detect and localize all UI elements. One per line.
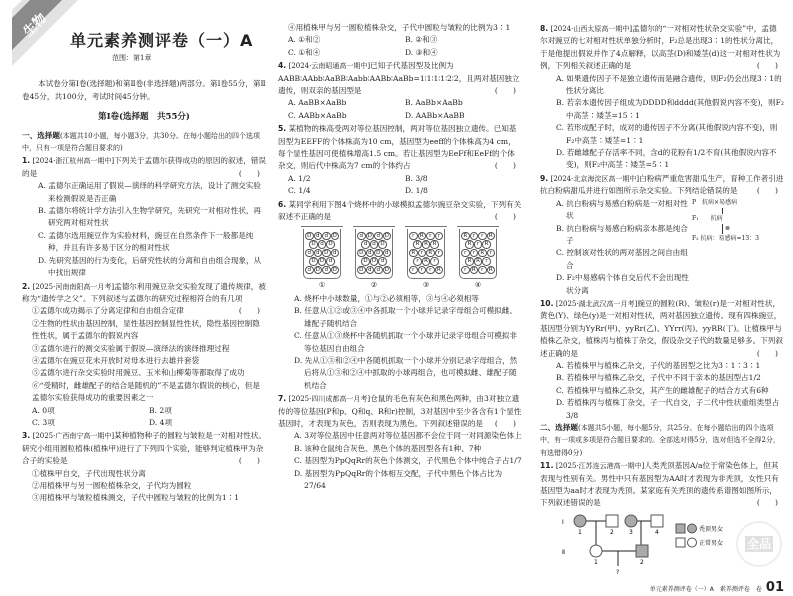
option: D. ③和④ xyxy=(405,47,438,57)
ball: r xyxy=(413,257,422,266)
ball: D xyxy=(370,257,379,266)
ball-row xyxy=(461,249,495,258)
ball: R xyxy=(487,232,496,241)
ball-row xyxy=(413,257,439,266)
ball: R xyxy=(478,249,487,258)
cross-f1: F₁ 抗病 xyxy=(692,214,723,222)
answer-bracket: ( ) xyxy=(494,86,516,96)
ball-row xyxy=(305,249,339,258)
question-stem: 已知子代基因型及比例为AABB∶AAbb∶AaBB∶Aabb∶AABb∶AaBb=1∶1∶1∶1∶2∶2，且两对基因独立遗传，则双亲的基因型是 xyxy=(278,61,520,96)
question-stem: 仓鼠的毛色有灰色和黑色两种，由3对独立遗传的等位基因(P和p、Q和q、R和r)控制，3对基因中至少各含有1个显性基因时，才表现为灰色，否则表现为黑色。下列叙述错误的是 xyxy=(278,394,522,428)
ball: d xyxy=(374,266,383,275)
option: B. AaBb×AaBb xyxy=(405,98,463,108)
ball: d xyxy=(305,249,314,258)
ball-row xyxy=(361,257,387,266)
ball: R xyxy=(418,232,427,241)
answer-bracket: ( ) xyxy=(494,212,516,222)
statement: ③用植株甲与皱粒植株测交，子代中圆粒与皱粒的比例为1∶1 xyxy=(32,493,240,503)
option: D. 先从①③和②④中各随机抓取一个小球并分别记录字母组合，然后将从①③和②④中抓取的小球再组合，也可模拟雌、雄配子随机结合 xyxy=(294,355,518,390)
option: A. 孟德尔正确运用了假说—演绎的科学研究方法，设计了测交实验来检测假说是否正确 xyxy=(38,181,261,203)
statement: ⑥“受精时，雌雄配子的结合是随机的”不是孟德尔假说的核心，但是孟德尔实验获得成功的重要因素之一 xyxy=(32,380,260,403)
ball: D xyxy=(309,240,318,249)
statement: ①孟德尔成功揭示了分离定律和自由组合定律 xyxy=(32,306,184,316)
beaker xyxy=(355,229,393,291)
beaker-label: ① xyxy=(318,280,326,289)
ball: d xyxy=(331,249,340,258)
statement: ②生物的性状由基因控制，显性基因控制显性性状，隐性基因控制隐性性状，属于孟德尔的假说内容 xyxy=(32,318,260,341)
beaker-label: ④ xyxy=(474,280,482,289)
ball: D xyxy=(378,240,387,249)
part-2-heading xyxy=(540,422,784,459)
ball: R xyxy=(422,257,431,266)
normal-female-II1 xyxy=(590,545,602,557)
legend-normal-female-icon xyxy=(688,538,697,547)
ball: r xyxy=(426,266,435,275)
beaker-body xyxy=(407,229,445,279)
unknown-child: ? xyxy=(616,568,620,576)
question-6 xyxy=(278,199,522,392)
ball: D xyxy=(322,249,331,258)
ball: D xyxy=(374,249,383,258)
question-stem: 某植物的株高受两对等位基因控制，两对等位基因独立遗传。已知基因型为EEFF的个体株高为10 cm，基因型为eeff的个体株高为4 cm，每个显性基因可使植株增高1.5 cm。若让基因型为EeFf和EeFf的个体杂交，则后代中株高为7 cm的个体约占 xyxy=(278,124,517,171)
question-8 xyxy=(540,23,784,172)
page-title: 单元素养测评卷（一）A xyxy=(70,31,254,50)
question-source: [2025·湖北武汉高一月考] xyxy=(555,299,638,308)
question-1 xyxy=(22,155,266,279)
ball-row xyxy=(309,240,335,249)
selfing-icon: ⊗ xyxy=(725,224,731,232)
answer-bracket: ( ) xyxy=(756,498,778,508)
ball: R xyxy=(482,240,491,249)
ball: r xyxy=(482,257,491,266)
ball: r xyxy=(409,232,418,241)
ball: D xyxy=(366,232,375,241)
question-stem: 孟德尔利用豌豆杂交实验发现了遗传规律，被称为“遗传学之父”。下列叙述与孟德尔的研究过程相符合的有几项 xyxy=(22,281,266,303)
question-10 xyxy=(540,298,784,422)
part-label: 二、选择题 xyxy=(540,423,578,432)
ball: R xyxy=(413,240,422,249)
individual-number: 2 xyxy=(640,558,644,566)
ball: r xyxy=(418,266,427,275)
ball: R xyxy=(426,249,435,258)
option: A. ①和② xyxy=(288,35,321,45)
ball-row xyxy=(357,232,391,241)
option: A. 如果遗传因子不是独立遗传而是融合遗传，则F₂仍会出现3∶1的性状分离比 xyxy=(556,73,782,96)
question-stem: 白粉病严重危害甜瓜生产，育种工作者引进抗白粉病甜瓜并进行如图所示杂交实验。下列结论错误的是 xyxy=(540,173,784,196)
legend-normal-male-icon xyxy=(676,538,685,547)
option: B. 任意从①②或③④中各抓取一个小球并记录字母组合可模拟雌、雄配子随机结合 xyxy=(294,306,518,328)
range-text: 范围：第1章 xyxy=(112,54,152,62)
beaker xyxy=(459,229,497,291)
answer-bracket: ( ) xyxy=(238,168,260,178)
cross-f2: F₂ 抗病：易感病=13：3 xyxy=(692,234,759,242)
question-source: [2024·山西太原高一期中] xyxy=(550,25,633,33)
ball: R xyxy=(474,257,483,266)
ball-row xyxy=(305,266,339,275)
question-stem: 某同学利用下图4个烧杯中的小球模拟孟德尔豌豆杂交实验，下列有关叙述不正确的是 xyxy=(278,199,522,222)
ball: d xyxy=(318,240,327,249)
question-number: 4. xyxy=(278,61,287,71)
question-source: [2024·云南昭通高一期中] xyxy=(288,62,371,71)
ball: D xyxy=(309,257,318,266)
ball: R xyxy=(487,266,496,275)
ball: r xyxy=(435,232,444,241)
question-2 xyxy=(22,281,266,430)
option: A. 烧杯中小球数量，①与②必须相等，③与④必须相等 xyxy=(294,293,479,303)
ball: R xyxy=(422,240,431,249)
option: C. 任意从①③烧杯中各随机抓取一个小球并记录字母组合可模拟非等位基因自由组合 xyxy=(294,331,517,353)
option: C. ①和④ xyxy=(288,47,321,57)
option: C. 基因型为PpQqRr的灰色个体测交，子代黑色个体中纯合子占1/7 xyxy=(294,456,522,466)
column-2 xyxy=(278,22,522,492)
normal-male-I2 xyxy=(606,515,618,527)
option: C. 1/4 xyxy=(288,186,311,196)
statement: ③孟德尔进行的测交实验属于假说—演绎法的演绎推理过程 xyxy=(32,343,230,353)
question-stem: 某种植物种子的圆粒与皱粒是一对相对性状。研究小组用圆粒植株(植株甲)进行了下列四个实验，能够判定植株甲为杂合子的实验是 xyxy=(22,431,266,466)
ball: r xyxy=(409,266,418,275)
ball-row xyxy=(409,249,443,258)
option: D. 若植株丙与植株丁杂交，子一代自交，子二代中性状重组类型占3/8 xyxy=(556,398,780,420)
option: C. 若形成配子时，成对的遗传因子不分离(其他假说内容不变)，则F₂中高茎∶矮茎=1∶1 xyxy=(556,123,778,145)
ball: r xyxy=(418,249,427,258)
part-label: 一、选择题 xyxy=(22,130,60,140)
statement: ④孟德尔在豌豆花未开放时对母本进行去雄并套袋 xyxy=(32,355,200,365)
question-11 xyxy=(540,460,784,578)
question-source: [2024·北京海淀区高一期中] xyxy=(550,174,640,183)
ball-row xyxy=(465,240,491,249)
column-3 xyxy=(540,22,784,596)
question-source: [2025·江苏连云港高一期中] xyxy=(555,462,645,471)
option: C. 若植株甲与植株乙杂交，其产生的雌雄配子的结合方式有6种 xyxy=(556,385,769,395)
ball-row xyxy=(309,257,335,266)
option: B. 抗白粉病与易感白粉病亲本都是纯合子 xyxy=(556,223,688,245)
question-3 xyxy=(22,430,266,504)
beaker-figure xyxy=(278,229,522,291)
affected-male-II2 xyxy=(636,545,648,557)
question-9 xyxy=(540,173,784,297)
watermark-stamp xyxy=(736,521,782,567)
question-stem: 下列关于孟德尔获得成功的原因的叙述，错误的是 xyxy=(22,156,266,178)
individual-number: 1 xyxy=(594,558,598,566)
ball: r xyxy=(461,266,470,275)
ball: D xyxy=(331,232,340,241)
ball: r xyxy=(430,257,439,266)
question-number: 5. xyxy=(278,124,287,134)
beaker-label: ③ xyxy=(422,280,430,289)
ball: D xyxy=(314,266,323,275)
ball-row xyxy=(461,232,495,241)
ball-row xyxy=(409,266,443,275)
section-heading: 第Ⅰ卷(选择题 共55分) xyxy=(98,112,190,123)
cross-diagram xyxy=(692,198,784,297)
ball-row xyxy=(305,232,339,241)
ball: R xyxy=(409,249,418,258)
option: A. 抗白粉病与易感白粉病是一对相对性状 xyxy=(556,198,688,221)
option: B. 2项 xyxy=(149,405,172,415)
individual-number: 1 xyxy=(578,528,582,536)
option: B. ②和③ xyxy=(405,35,438,45)
ball: R xyxy=(435,266,444,275)
ball: d xyxy=(322,266,331,275)
ball: D xyxy=(331,266,340,275)
ball-row xyxy=(361,240,387,249)
option: D. 1/8 xyxy=(405,186,428,196)
option: A. 0项 xyxy=(32,405,55,415)
option: A. AaBB×AaBb xyxy=(288,98,347,108)
ball: D xyxy=(318,257,327,266)
ball: d xyxy=(361,240,370,249)
page-footer xyxy=(540,579,784,596)
question-number: 10. xyxy=(540,298,554,308)
question-number: 3. xyxy=(22,431,31,441)
ball: r xyxy=(435,249,444,258)
affected-female-I1 xyxy=(574,515,586,527)
question-number: 8. xyxy=(540,24,549,33)
statement: ①植株甲自交，子代出现性状分离 xyxy=(32,468,146,478)
question-4 xyxy=(278,60,522,122)
footer-text: 单元素养测评卷（一）A 素养测评卷 卷 xyxy=(649,585,762,593)
answer-bracket: ( ) xyxy=(494,161,516,171)
generation-label: Ⅰ xyxy=(562,518,564,526)
ball: d xyxy=(314,249,323,258)
ball-row xyxy=(465,257,491,266)
ball: R xyxy=(465,240,474,249)
subject-label: 生物 xyxy=(20,10,50,40)
ball: d xyxy=(383,249,392,258)
question-stem: 人类秃顶基因A/a位于常染色体上，但其表现与性别有关。男性中只有基因型为AA时才表现为非秃顶，女性只有基因型为aa时才表现为秃顶。某家庭有关秃顶的遗传系谱图如图所示，下列叙述错误的是 xyxy=(540,461,779,508)
ball: r xyxy=(487,249,496,258)
question-source: [2025·四川成都高一月考] xyxy=(288,395,371,404)
option: B. 若植株甲与植株乙杂交，子代中不同于亲本的基因型占1/2 xyxy=(556,373,761,383)
part-desc: (本题共5小题，每小题5分，共25分。在每小题给出的四个选项中，有一项或多项是符合题目要求的。全部选对得5分，选对但选不全得2分，有选错得0分) xyxy=(540,424,780,457)
question-number: 9. xyxy=(540,173,549,183)
ball: R xyxy=(430,240,439,249)
question-number: 11. xyxy=(540,461,554,471)
ball: D xyxy=(361,257,370,266)
column-1 xyxy=(22,30,266,505)
beaker-body xyxy=(459,229,497,279)
ball: R xyxy=(461,232,470,241)
legend-affected: 秃顶男女 xyxy=(699,525,724,533)
legend-affected-male-icon xyxy=(676,524,685,533)
question-number: 2. xyxy=(22,281,31,291)
ball-row xyxy=(357,266,391,275)
option: B. 3/8 xyxy=(405,173,428,183)
question-source: [2024·浙江杭州高一期中] xyxy=(32,157,115,166)
option: D. AABb×AaBB xyxy=(405,110,465,120)
beaker-body xyxy=(303,229,341,279)
question-number: 7. xyxy=(278,394,287,404)
question-stem: 孟德尔的“一对相对性状杂交实验”中，孟德尔对豌豆的七对相对性状单独分析时，F₂总是出现3∶1的性状分离比，于是他提出假说并作了4点解释，以高茎(D)和矮茎(d)这一对相对性状为例，下列相关叙述正确的是 xyxy=(540,24,781,71)
question-source: [2025·广西南宁高一期中] xyxy=(32,432,115,441)
option: D. 基因型为PpQqRr的个体相互交配，子代中黑色个体占比为27/64 xyxy=(294,468,503,490)
ball: r xyxy=(478,266,487,275)
normal-male-I4 xyxy=(651,515,663,527)
answer-bracket: ( ) xyxy=(238,456,260,466)
ball: r xyxy=(470,249,479,258)
ball: d xyxy=(314,232,323,241)
answer-bracket: ( ) xyxy=(756,61,778,71)
option: A. 1/2 xyxy=(288,173,311,183)
intro-text: 本试卷分第Ⅰ卷(选择题)和第Ⅱ卷(非选择题)两部分。第Ⅰ卷55分，第Ⅱ卷45分，共100分，考试时间45分钟。 xyxy=(22,79,266,101)
affected-female-I3 xyxy=(625,515,637,527)
pedigree-chart xyxy=(540,510,740,578)
ball: D xyxy=(357,266,366,275)
ball: d xyxy=(357,232,366,241)
ball: d xyxy=(374,232,383,241)
option: B. 孟德尔将统计学方法引入生物学研究，先研究一对相对性状，再研究两对相对性状 xyxy=(38,206,262,228)
cross-parents: P 抗病×易感病 xyxy=(692,198,738,206)
beaker xyxy=(303,229,341,291)
statement: ④用植株甲与另一圆粒植株杂交，子代中圆粒与皱粒的比例为3∶1 xyxy=(288,23,511,32)
answer-bracket: ( ) xyxy=(756,348,778,358)
generation-label: Ⅱ xyxy=(562,548,565,556)
ball: r xyxy=(461,249,470,258)
individual-number: 2 xyxy=(610,528,614,536)
ball: d xyxy=(322,232,331,241)
ball: d xyxy=(326,257,335,266)
ball: r xyxy=(426,232,435,241)
option: C. 孟德尔选用豌豆作为实验材料，豌豆在自然条件下一般都是纯种，并且有许多易于区分的相对性状 xyxy=(38,230,254,253)
ball: R xyxy=(465,257,474,266)
beaker-body xyxy=(355,229,393,279)
legend-normal: 正常男女 xyxy=(699,539,724,547)
option: D. F₂中易感病个体自交后代不会出现性状分离 xyxy=(556,273,689,295)
beaker xyxy=(407,229,445,291)
option: B. 若亲本遗传因子组成为DDDD和dddd(其他假说内容不变)，则F₂中高茎∶矮茎=15∶1 xyxy=(556,98,784,120)
part-1-heading xyxy=(22,130,266,155)
part-desc: (本题共10小题，每小题3分，共30分。在每小题给出的四个选项中，只有一项是符合题目要求的) xyxy=(22,131,260,153)
ball: r xyxy=(474,240,483,249)
ball: D xyxy=(383,232,392,241)
question-number: 1. xyxy=(22,156,31,166)
question-number: 6. xyxy=(278,199,287,209)
option: C. AABb×AaBb xyxy=(288,110,347,120)
ball: d xyxy=(378,257,387,266)
question-7 xyxy=(278,393,522,492)
statement: ⑤孟德尔进行杂交实验时用豌豆、玉米和山柳菊等都取得了成功 xyxy=(32,368,245,378)
ball: R xyxy=(470,266,479,275)
option: A. 3对等位基因中任意两对等位基因都不会位于同一对同源染色体上 xyxy=(294,431,522,441)
answer-bracket: ( ) xyxy=(238,306,260,316)
ball: d xyxy=(305,266,314,275)
ball-row xyxy=(413,240,439,249)
page-number: 01 xyxy=(765,579,784,595)
option: C. 3项 xyxy=(32,417,55,427)
ball: D xyxy=(383,266,392,275)
individual-number: 4 xyxy=(655,528,659,536)
question-5 xyxy=(278,123,522,197)
ball: r xyxy=(478,232,487,241)
beaker-label: ② xyxy=(370,280,378,289)
ball: D xyxy=(326,240,335,249)
ball: D xyxy=(305,232,314,241)
option: D. 若雌雄配子存活率不同，含d的花粉有1/2不育(其他假说内容不变)，则F₂中高茎∶矮茎=5∶1 xyxy=(556,148,777,170)
answer-bracket: ( ) xyxy=(494,418,516,428)
option: D. 先研究基因的行为变化，后研究性状的分离和自由组合现象，从中找出规律 xyxy=(38,255,262,278)
individual-number: 3 xyxy=(629,528,633,536)
option: C. 控制该对性状的两对基因之间自由组合 xyxy=(556,248,688,270)
option: D. 4项 xyxy=(149,417,173,427)
legend-affected-female-icon xyxy=(688,524,697,533)
ball: d xyxy=(366,249,375,258)
ball: r xyxy=(470,232,479,241)
option: B. 该种仓鼠纯合灰色、黑色个体的基因型各有1种、7种 xyxy=(294,443,482,453)
ball-row xyxy=(409,232,443,241)
question-source: [2025·河南南阳高一月考] xyxy=(32,282,115,291)
ball-row xyxy=(357,249,391,258)
answer-bracket: ( ) xyxy=(756,186,778,196)
statement: ②用植株甲与另一圆粒植株杂交，子代均为圆粒 xyxy=(32,481,192,490)
ball: d xyxy=(366,266,375,275)
option: A. 若植株甲与植株乙杂交，子代的基因型之比为3∶1∶3∶1 xyxy=(556,360,761,370)
ball: d xyxy=(370,240,379,249)
ball: D xyxy=(357,249,366,258)
ball-row xyxy=(461,266,495,275)
stamp-logo: 全品 xyxy=(746,536,771,551)
question-stem: 豌豆的圆粒(R)、皱粒(r)是一对相对性状，黄色(Y)、绿色(y)是一对相对性状，两对基因独立遗传。现有四株豌豆，基因型分别为YyRr(甲)、yyRr(乙)、YYrr(丙)、yyRR(丁)。让植株甲与植株乙杂交，植株丙与植株丁杂交，假设杂交子代的数量足够多。下列叙述正确的是 xyxy=(540,298,783,358)
